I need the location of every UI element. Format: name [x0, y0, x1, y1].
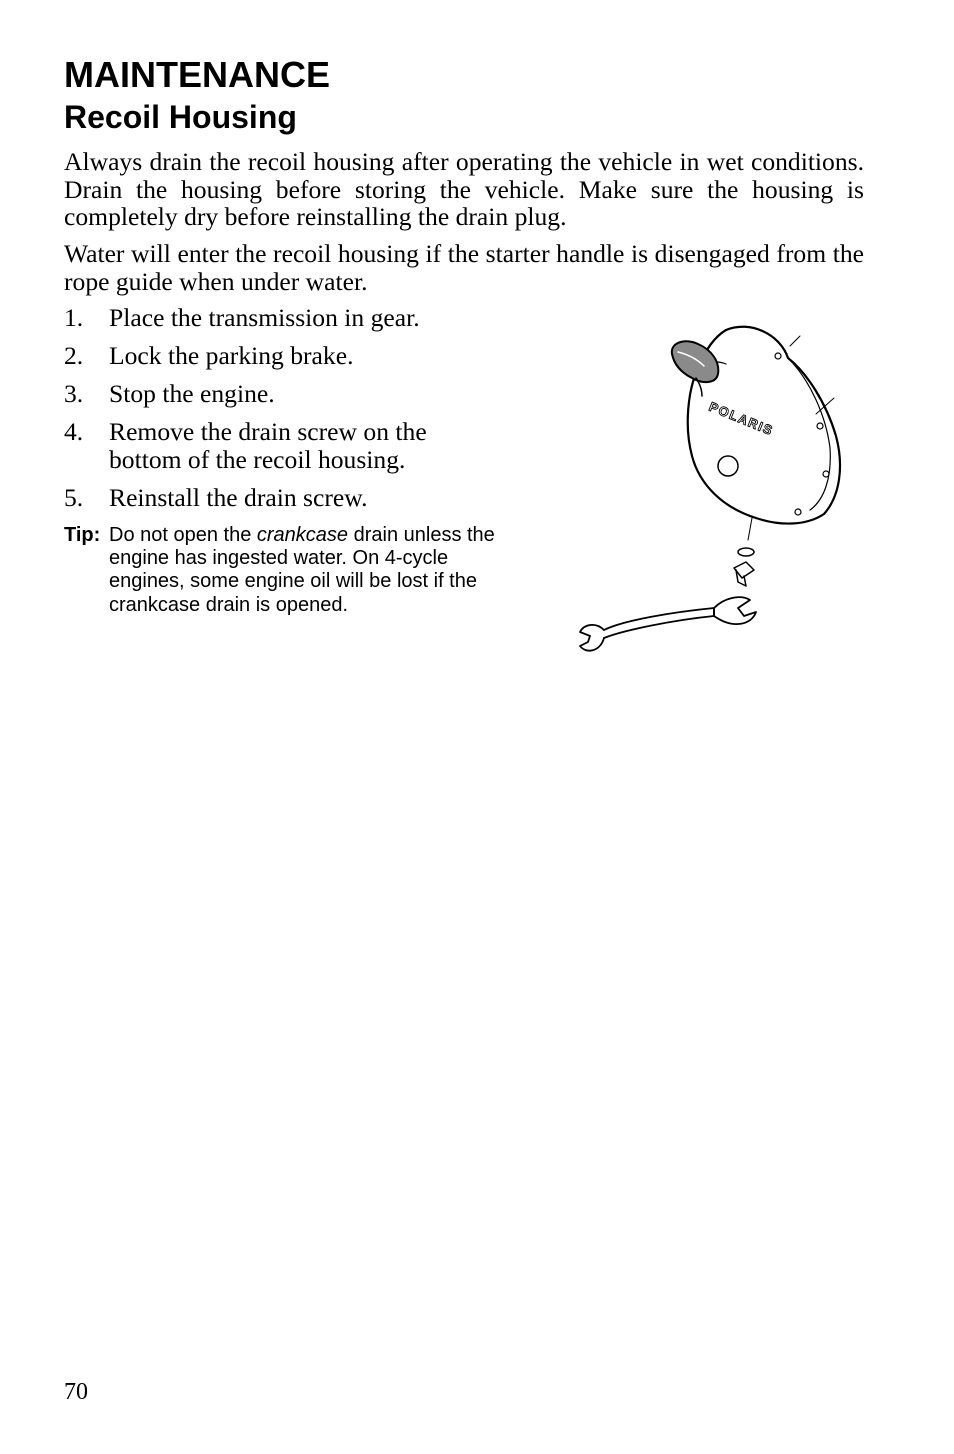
- step-text: Stop the engine.: [109, 379, 275, 408]
- warning-paragraph: Water will enter the recoil housing if the starter handle is disengaged from the rope guide when under water.: [64, 239, 864, 296]
- tip-text: Do not open the crankcase drain unless the engine has ingested water. On 4-cycle engines, some engine oil will be lost if the crankcase drain is opened.: [109, 524, 495, 616]
- list-item: [64, 418, 504, 473]
- step-number: 5.: [64, 482, 84, 512]
- step-number: 2.: [64, 341, 84, 370]
- tip-note: [64, 524, 504, 617]
- step-number: 4.: [64, 417, 84, 446]
- tip-label: Tip:: [64, 524, 101, 546]
- tip-emphasis: crankcase: [256, 524, 349, 546]
- step-text: Remove the drain screw on the bottom of the recoil housing.: [109, 417, 427, 474]
- intro-paragraph: Always drain the recoil housing after operating the vehicle in wet conditions. Drain the housing before storing the vehicle. Make sure the housing is completely dry before reinstalling the drain plug.: [64, 147, 864, 231]
- wrench-icon: [580, 597, 756, 650]
- housing-logo-text: POLARIS: [706, 398, 776, 439]
- step-text: Reinstall the drain screw.: [109, 482, 368, 512]
- recoil-housing-illustration: [574, 318, 844, 658]
- step-number: 3.: [64, 379, 84, 408]
- drain-washer: [738, 548, 754, 556]
- step-text: Place the transmission in gear.: [109, 303, 420, 332]
- page-number: 70: [64, 1379, 88, 1405]
- drain-screw: [734, 562, 754, 586]
- list-item: [64, 304, 504, 332]
- step-number: 1.: [64, 303, 84, 332]
- list-item: [64, 380, 504, 408]
- step-text: Lock the parking brake.: [109, 341, 354, 370]
- list-item: [64, 342, 504, 370]
- section-heading: Recoil Housing: [64, 99, 297, 135]
- starter-handle: [672, 341, 718, 396]
- list-item: [64, 484, 504, 512]
- chapter-heading: MAINTENANCE: [64, 54, 330, 95]
- procedure-steps: [64, 304, 504, 522]
